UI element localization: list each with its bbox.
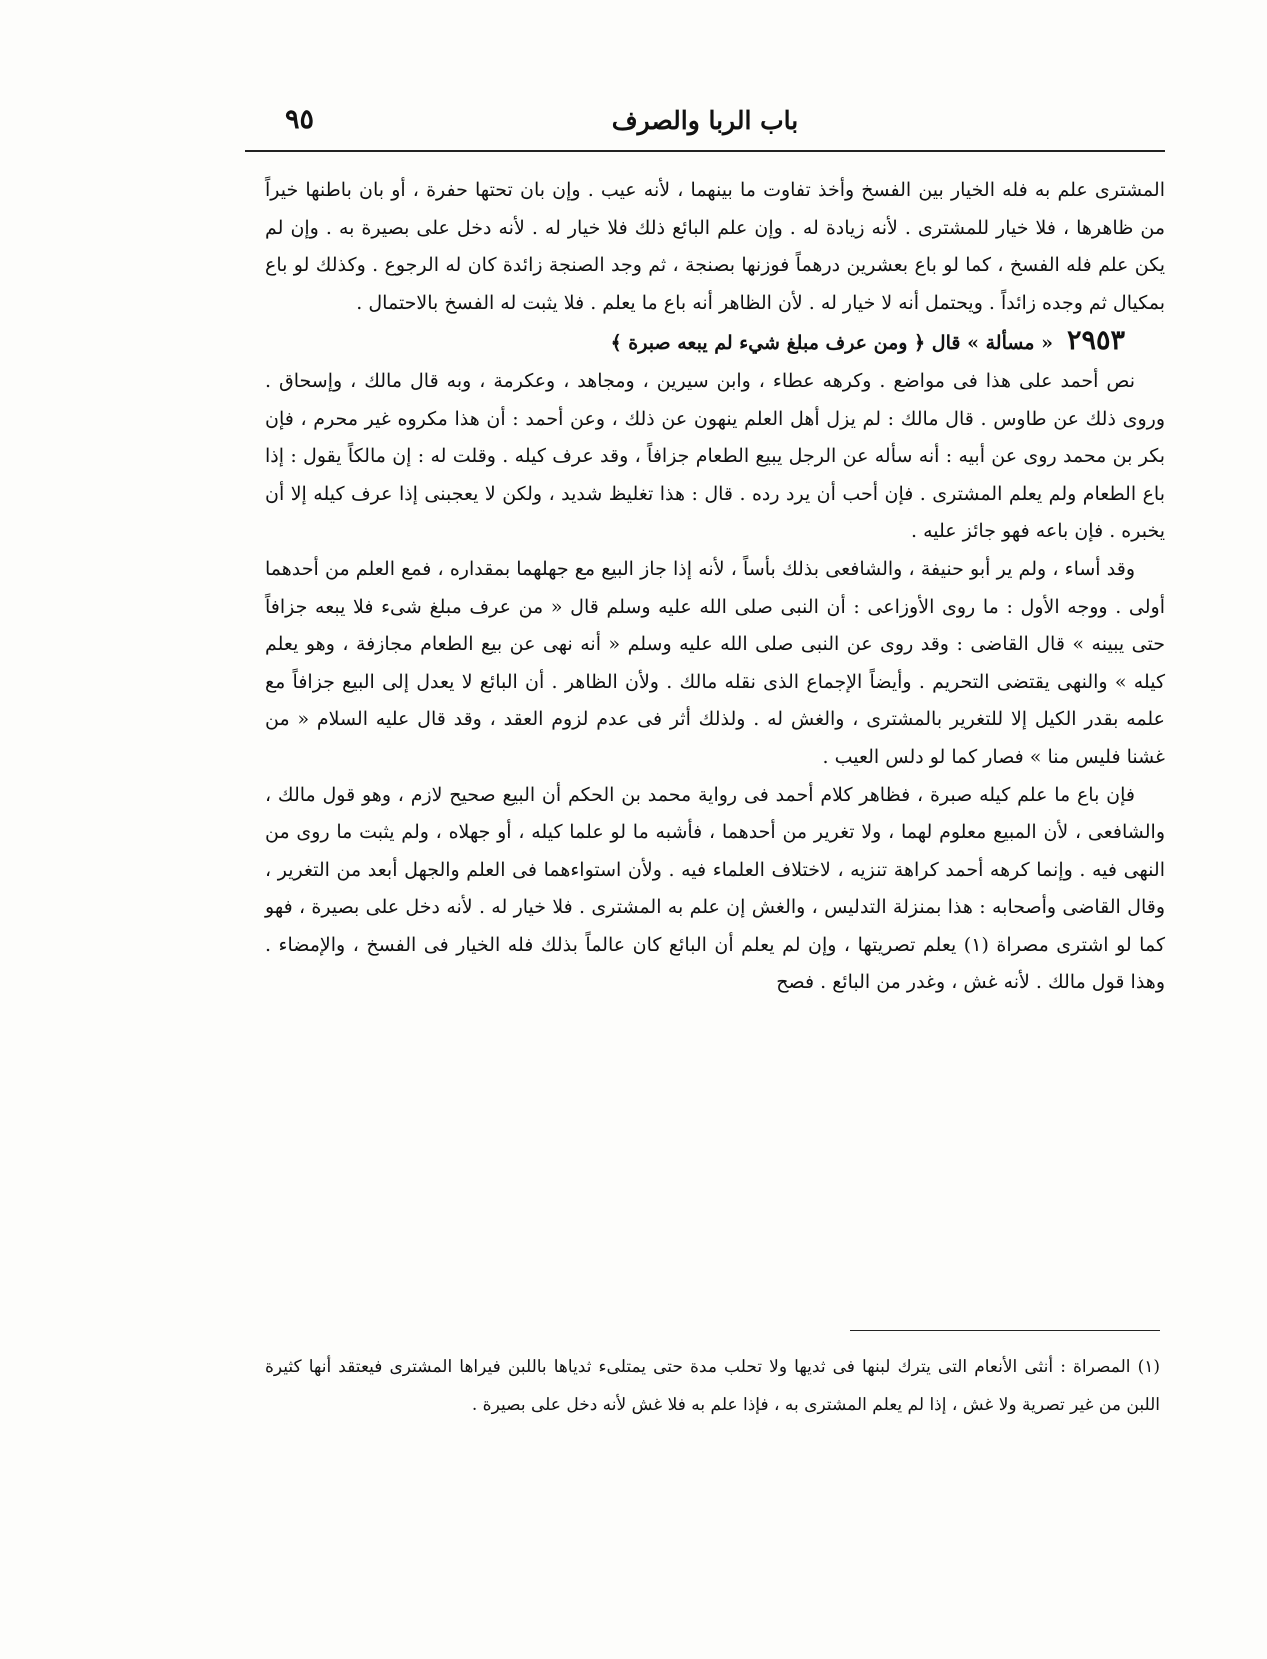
section-heading <box>265 322 1165 363</box>
paragraph: فإن باع ما علم كيله صبرة ، فظاهر كلام أحمد فى رواية محمد بن الحكم أن البيع صحيح لازم ، وهو قول مالك ، والشافعى ، لأن المبيع معلوم لهما ، ولا تغرير من أحدهما ، فأشبه ما لو علما كيله ، أو جهلاه ، ولم يثبت ما روى من النهى فيه . وإنما كرهه أحمد كراهة تنزيه ، لاختلاف العلماء فيه . ولأن استواءهما فى العلم والجهل أبعد من التغرير ، وقال القاضى وأصحابه : هذا بمنزلة التدليس ، والغش إن علم به المشترى . فلا خيار له . لأنه دخل على بصيرة ، فهو كما لو اشترى مصراة (١) يعلم تصريتها ، وإن لم يعلم أن البائع كان عالماً بذلك فله الخيار فى الفسخ ، والإمضاء . وهذا قول مالك . لأنه غش ، وغدر من البائع . فصح <box>265 783 1165 994</box>
footnote-divider <box>850 1330 1160 1331</box>
paragraph: وقد أساء ، ولم ير أبو حنيفة ، والشافعى بذلك بأساً ، لأنه إذا جاز البيع مع جهلهما بمقداره ، فمع العلم من أحدهما أولى . ووجه الأول : ما روى الأوزاعى : أن النبى صلى الله عليه وسلم قال « من عرف مبلغ شىء فلا يبعه جزافاً حتى يبينه » قال القاضى : وقد روى عن النبى صلى الله عليه وسلم « أنه نهى عن بيع الطعام مجازفة ، وهو يعلم كيله » والنهى يقتضى التحريم . وأيضاً الإجماع الذى نقله مالك . ولأن الظاهر . أن البائع لا يعدل إلى البيع جزافاً مع علمه بقدر الكيل إلا للتغرير بالمشترى ، والغش له . ولذلك أثر فى عدم لزوم العقد ، وقد قال عليه السلام « من غشنا فليس منا » فصار كما لو دلس العيب . <box>265 557 1165 768</box>
paragraph: نص أحمد على هذا فى مواضع . وكرهه عطاء ، وابن سيرين ، ومجاهد ، وعكرمة ، وبه قال مالك ، وإسحاق . وروى ذلك عن طاوس . قال مالك : لم يزل أهل العلم ينهون عن ذلك ، وعن أحمد : أن هذا مكروه غير محرم ، فإن بكر بن محمد روى عن أبيه : أنه سأله عن الرجل يبيع الطعام جزافاً ، وقد عرف كيله . وقلت له : إن مالكاً يقول : إذا باع الطعام ولم يعلم المشترى . فإن أحب أن يرد رده . قال : هذا تغليظ شديد ، ولكن لا يعجبنى إذا عرف كيله إلا أن يخبره . فإن باعه فهو جائز عليه . <box>265 369 1165 543</box>
header-divider <box>245 150 1165 152</box>
chapter-title: باب الربا والصرف <box>611 106 799 135</box>
footnote-text: (١) المصراة : أنثى الأنعام التى يترك لبنها فى ثديها ولا تحلب مدة حتى يمتلىء ثدياها باللبن فيراها المشترى فيعتقد أنها كثيرة اللبن من غير تصرية ولا غش ، إذا لم يعلم المشترى به ، فإذا علم به فلا غش لأنه دخل على بصيرة . <box>265 1357 1160 1415</box>
main-text <box>265 172 1165 1002</box>
paragraph: المشترى علم به فله الخيار بين الفسخ وأخذ تفاوت ما بينهما ، لأنه عيب . وإن بان تحتها حفرة ، أو بان باطنها خيراً من ظاهرها ، فلا خيار للمشترى . لأنه زيادة له . وإن علم البائع ذلك فلا خيار له . لأنه دخل على بصيرة به . وإن لم يكن علم فله الفسخ ، كما لو باع بعشرين درهماً فوزنها بصنجة ، ثم وجد الصنجة زائدة كان له الرجوع . وكذلك لو باع بمكيال ثم وجده زائداً . ويحتمل أنه لا خيار له . لأن الظاهر أنه باع ما يعلم . فلا يثبت له الفسخ بالاحتمال . <box>265 179 1165 314</box>
issue-heading-text: « مسألة » قال ﴿ ومن عرف مبلغ شيء لم يبعه صبرة ﴾ <box>610 332 1053 355</box>
page-header <box>245 100 1165 150</box>
page-number: ٩٥ <box>285 104 315 135</box>
footnote <box>265 1348 1160 1424</box>
issue-number: ٢٩٥٣ <box>1066 325 1125 357</box>
